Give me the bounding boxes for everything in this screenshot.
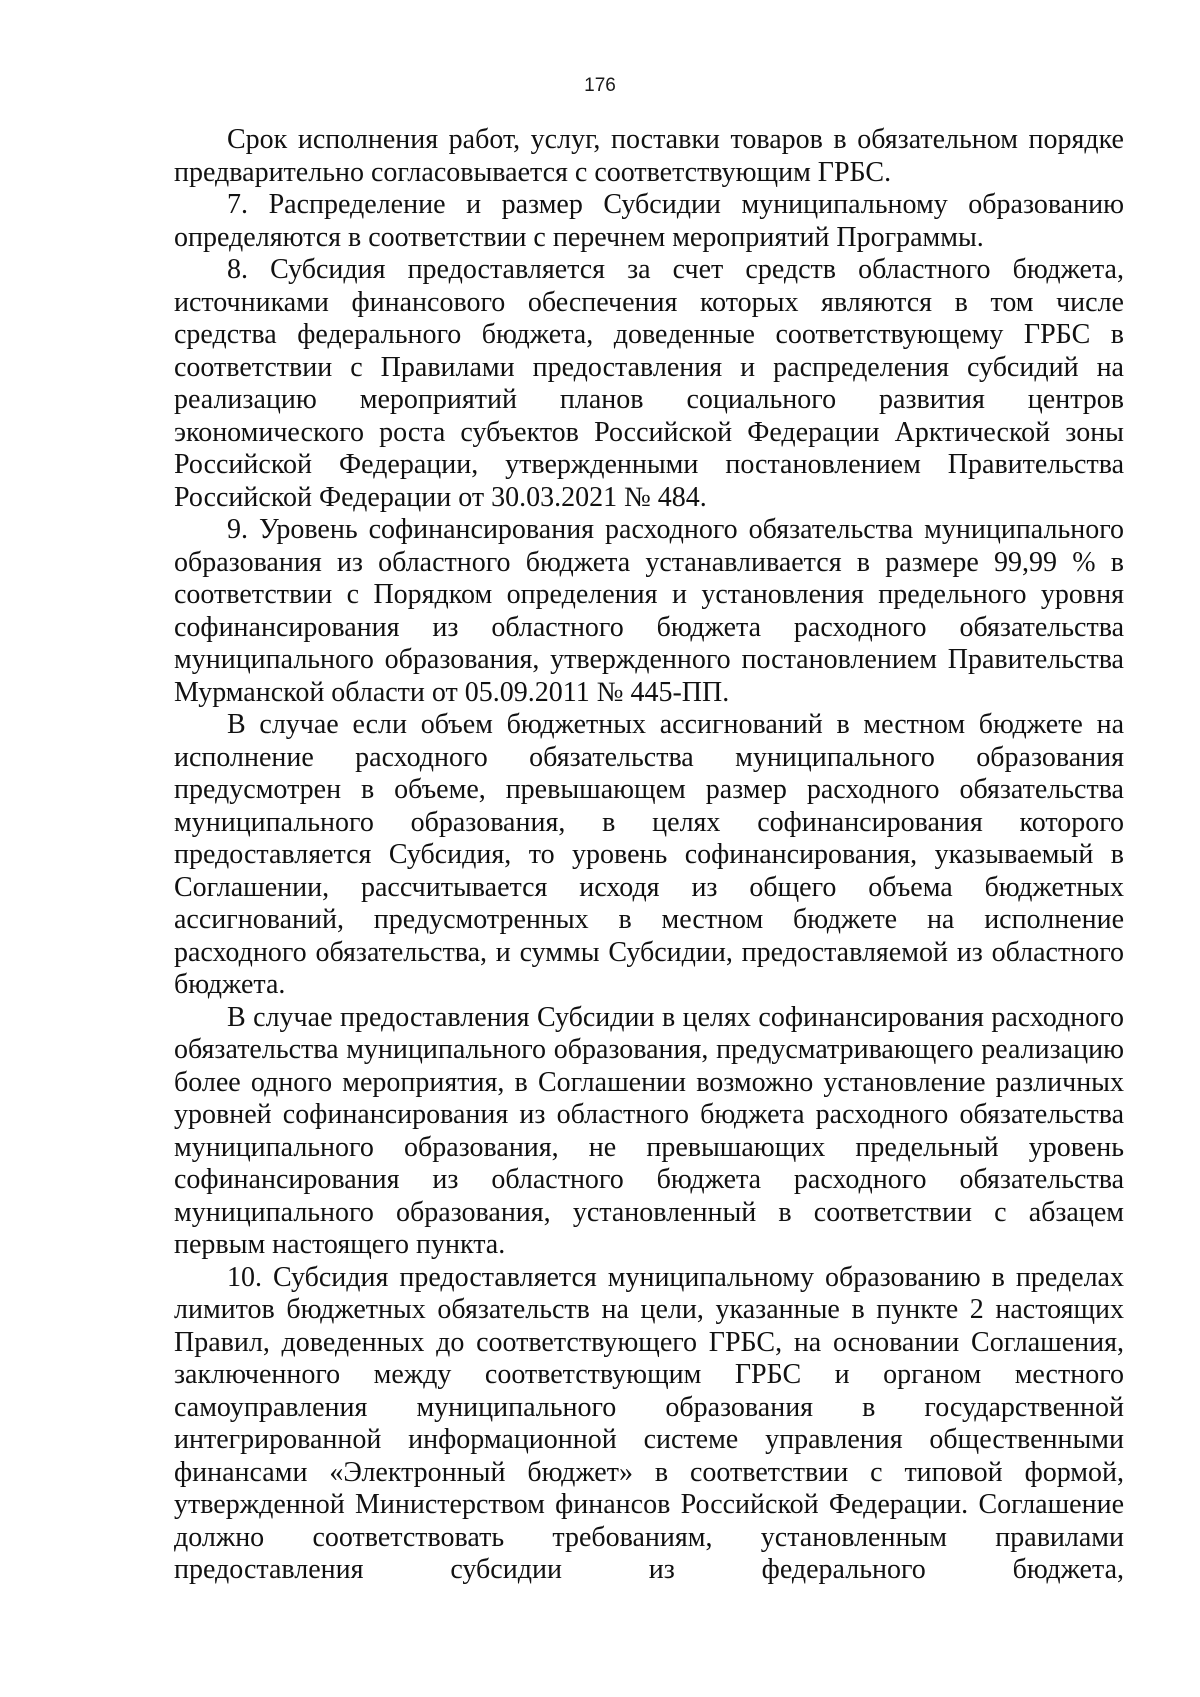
paragraph-item-8: 8. Субсидия предоставляется за счет средств областного бюджета, источниками финансового обеспечения которых являются в том числе средства федерального бюджета, доведенные соответствующему ГРБС в соответствии с Правилами предоставления и распределения субсидий на реализацию мероприятий планов социального развития центров экономического роста субъектов Российской Федерации Арктической зоны Российской Федерации, утвержденными постановлением Правительства Российской Федерации от 30.03.2021 № 484. <box>174 254 1124 513</box>
page-number: 176 <box>584 75 616 96</box>
paragraph-work-deadline: Срок исполнения работ, услуг, поставки товаров в обязательном порядке предварительно согласовывается с соответствующим ГРБС. <box>174 124 1124 188</box>
paragraph-multiple-measures-case: В случае предоставления Субсидии в целях софинансирования расходного обязательства муниципального образования, предусматривающего реализацию более одного мероприятия, в Соглашении возможно установление различных уровней софинансирования из областного бюджета расходного обязательства муниципального образования, не превышающих предельный уровень софинансирования из областного бюджета расходного обязательства муниципального образования, установленный в соответствии с абзацем первым настоящего пункта. <box>174 1001 1124 1260</box>
document-body <box>174 124 1124 1587</box>
paragraph-item-10: 10. Субсидия предоставляется муниципальному образованию в пределах лимитов бюджетных обязательств на цели, указанные в пункте 2 настоящих Правил, доведенных до соответствующего ГРБС, на основании Соглашения, заключенного между соответствующим ГРБС и органом местного самоуправления муниципального образования в государственной интегрированной информационной системе управления общественными финансами «Электронный бюджет» в соответствии с типовой формой, утвержденной Министерством финансов Российской Федерации. Соглашение должно соответствовать требованиям, установленным правилами предоставления субсидии из федерального бюджета, <box>174 1261 1124 1585</box>
paragraph-budget-allocation-case: В случае если объем бюджетных ассигнований в местном бюджете на исполнение расходного обязательства муниципального образования предусмотрен в объеме, превышающем размер расходного обязательства муниципального образования, в целях софинансирования которого предоставляется Субсидия, то уровень софинансирования, указываемый в Соглашении, рассчитывается исходя из общего объема бюджетных ассигнований, предусмотренных в местном бюджете на исполнение расходного обязательства, и суммы Субсидии, предоставляемой из областного бюджета. <box>174 709 1124 1000</box>
paragraph-item-9: 9. Уровень софинансирования расходного обязательства муниципального образования из областного бюджета устанавливается в размере 99,99 % в соответствии с Порядком определения и установления предельного уровня софинансирования из областного бюджета расходного обязательства муниципального образования, утвержденного постановлением Правительства Мурманской области от 05.09.2011 № 445-ПП. <box>174 514 1124 708</box>
paragraph-item-7: 7. Распределение и размер Субсидии муниципальному образованию определяются в соответствии с перечнем мероприятий Программы. <box>174 189 1124 253</box>
